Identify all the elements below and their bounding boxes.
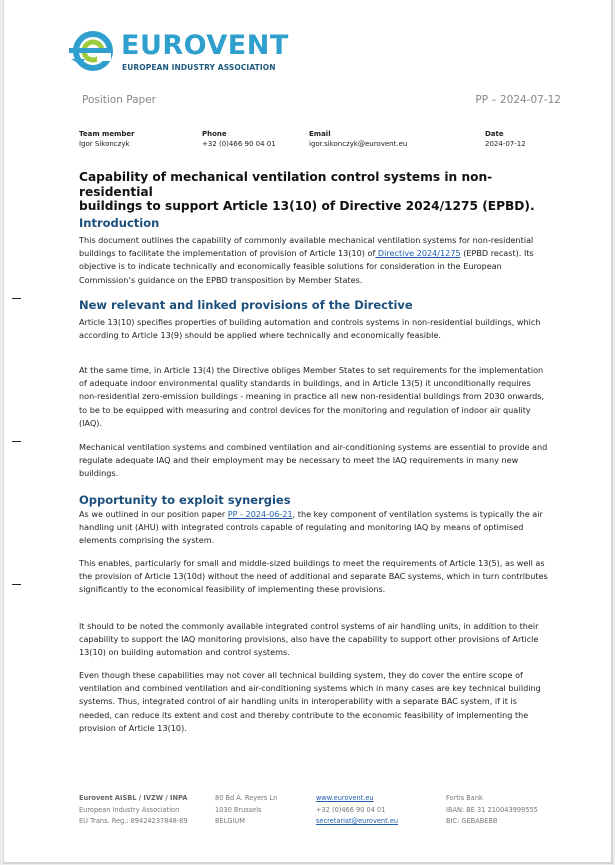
title-line: Capability of mechanical ventilation control systems in non-residential: [79, 170, 493, 199]
directive-link[interactable]: Directive 2024/1275: [375, 248, 461, 259]
document-type: Position Paper: [82, 94, 156, 106]
eurovent-logo: [67, 29, 289, 75]
meta-phone: [202, 129, 276, 149]
margin-mark: [12, 298, 21, 299]
logo-tagline: EUROPEAN INDUSTRY ASSOCIATION: [122, 63, 276, 72]
provisions-paragraph-1: Article 13(10) specifies properties of building automation and controls systems in non-residential buildings, which according to Article 13(9) should be applied where technically and economically feasible.: [79, 317, 541, 341]
margin-mark: [12, 441, 21, 442]
document-page: [3, 0, 613, 864]
title-line: buildings to support Article 13(10) of Directive 2024/1275 (EPBD).: [79, 199, 535, 213]
synergies-paragraph-2: This enables, particularly for small and middle-sized buildings to meet the requirements of Article 13(5), as well as the provision of Article 13(10d) without the need of additional and separate BAC systems, which in turn contributes significantly to the economical feasibility of implementing these provisions.: [79, 558, 548, 595]
meta-date: [485, 129, 526, 149]
meta-email: [309, 129, 407, 149]
footer-line: EU Trans. Reg.: 89424237848-89: [79, 817, 188, 825]
meta-value: igor.sikonczyk@eurovent.eu: [309, 140, 408, 148]
footer-line: +32 (0)466 90 04 01: [316, 805, 386, 814]
intro-paragraph: [79, 234, 549, 287]
text: This document outlines the capability of commonly available mechanical ventilation systems for non-residential buildings to facilitate the implementation of provision of Article 13(10) of: [79, 235, 534, 259]
meta-label: Date: [485, 130, 504, 138]
meta-value: Igor Sikonczyk: [79, 140, 130, 148]
document-title: [79, 170, 559, 214]
provisions-paragraph-2: At the same time, in Article 13(4) the Directive obliges Member States to set requirements for the implementation of adequate indoor environmental quality standards in buildings, and in Article 13(5) it unconditionally requires non-residential zero-emission buildings - meaning in practice all new non-residential buildings from 2030 onwards, to be to be equipped with measuring and control devices for the monitoring and regulation of indoor air quality (IAQ).: [79, 365, 545, 428]
provisions-paragraph-3: Mechanical ventilation systems and combined ventilation and air-conditioning systems are essential to provide and regulate adequate IAQ and their employment may be necessary to meet the IAQ requirements in many new buildings.: [79, 442, 548, 479]
document-code: PP – 2024-07-12: [475, 94, 561, 106]
footer-line: IBAN: BE 31 210043999555: [446, 805, 538, 814]
footer-address: [215, 793, 277, 828]
meta-label: Team member: [79, 130, 135, 138]
heading-provisions: New relevant and linked provisions of the Directive: [79, 298, 413, 312]
email-link[interactable]: secretariat@eurovent.eu: [316, 817, 399, 825]
meta-value: 2024-07-12: [485, 140, 526, 148]
synergies-paragraph-3: It should to be noted the commonly available integrated control systems of air handling units, in addition to their capability to support the IAQ monitoring provisions, also have the capability to support other provisions of Article 13(10) on building automation and control systems.: [79, 621, 539, 658]
eurovent-e-icon: [67, 29, 119, 75]
heading-synergies: Opportunity to exploit synergies: [79, 493, 291, 507]
footer-line: 80 Bd A. Reyers Ln: [215, 794, 278, 802]
footer-org: [79, 793, 188, 828]
website-link[interactable]: www.eurovent.eu: [316, 794, 374, 802]
text: , the key component of ventilation systems is typically the air handling unit (AHU) with integrated controls capable of regulating and monitoring IAQ by means of optimised elements comprising the system.: [79, 509, 543, 546]
text: As we outlined in our position paper: [79, 509, 228, 519]
footer-line: Eurovent AISBL / IVZW / INPA: [79, 794, 188, 802]
footer-line: Fortis Bank: [446, 794, 483, 802]
footer-contact: [316, 793, 398, 828]
footer-line: 1030 Brussels: [215, 805, 262, 814]
text: (EPBD recast). Its objective is to indicate technically and economically feasible solutions for consideration in the European Commission’s guidance on the EPBD transposition by Member States.: [79, 248, 534, 285]
logo-wordmark: EUROVENT: [121, 30, 289, 61]
synergies-paragraph-1: [79, 508, 549, 548]
footer-bank: [446, 793, 538, 828]
meta-value: +32 (0)466 90 04 01: [202, 140, 276, 148]
meta-label: Email: [309, 130, 331, 138]
footer-line: European Industry Association: [79, 805, 180, 814]
synergies-paragraph-4: Even though these capabilities may not cover all technical building system, they do cover the entire scope of ventilation and combined ventilation and air-conditioning systems which in many cases are key technical building systems. Thus, integrated control of air handling units in interoperability with a separate BAC system, if it is needed, can reduce its extent and cost and thereby contribute to the economic feasibility of implementing the provision of Article 13(10).: [79, 670, 541, 733]
position-paper-link[interactable]: PP - 2024-06-21: [227, 509, 293, 519]
meta-team-member: [79, 129, 135, 149]
heading-introduction: Introduction: [79, 216, 160, 230]
footer-line: BELGIUM: [215, 817, 245, 825]
margin-mark: [12, 584, 21, 585]
meta-label: Phone: [202, 130, 227, 138]
footer-line: BIC: GEBABEBB: [446, 817, 498, 825]
